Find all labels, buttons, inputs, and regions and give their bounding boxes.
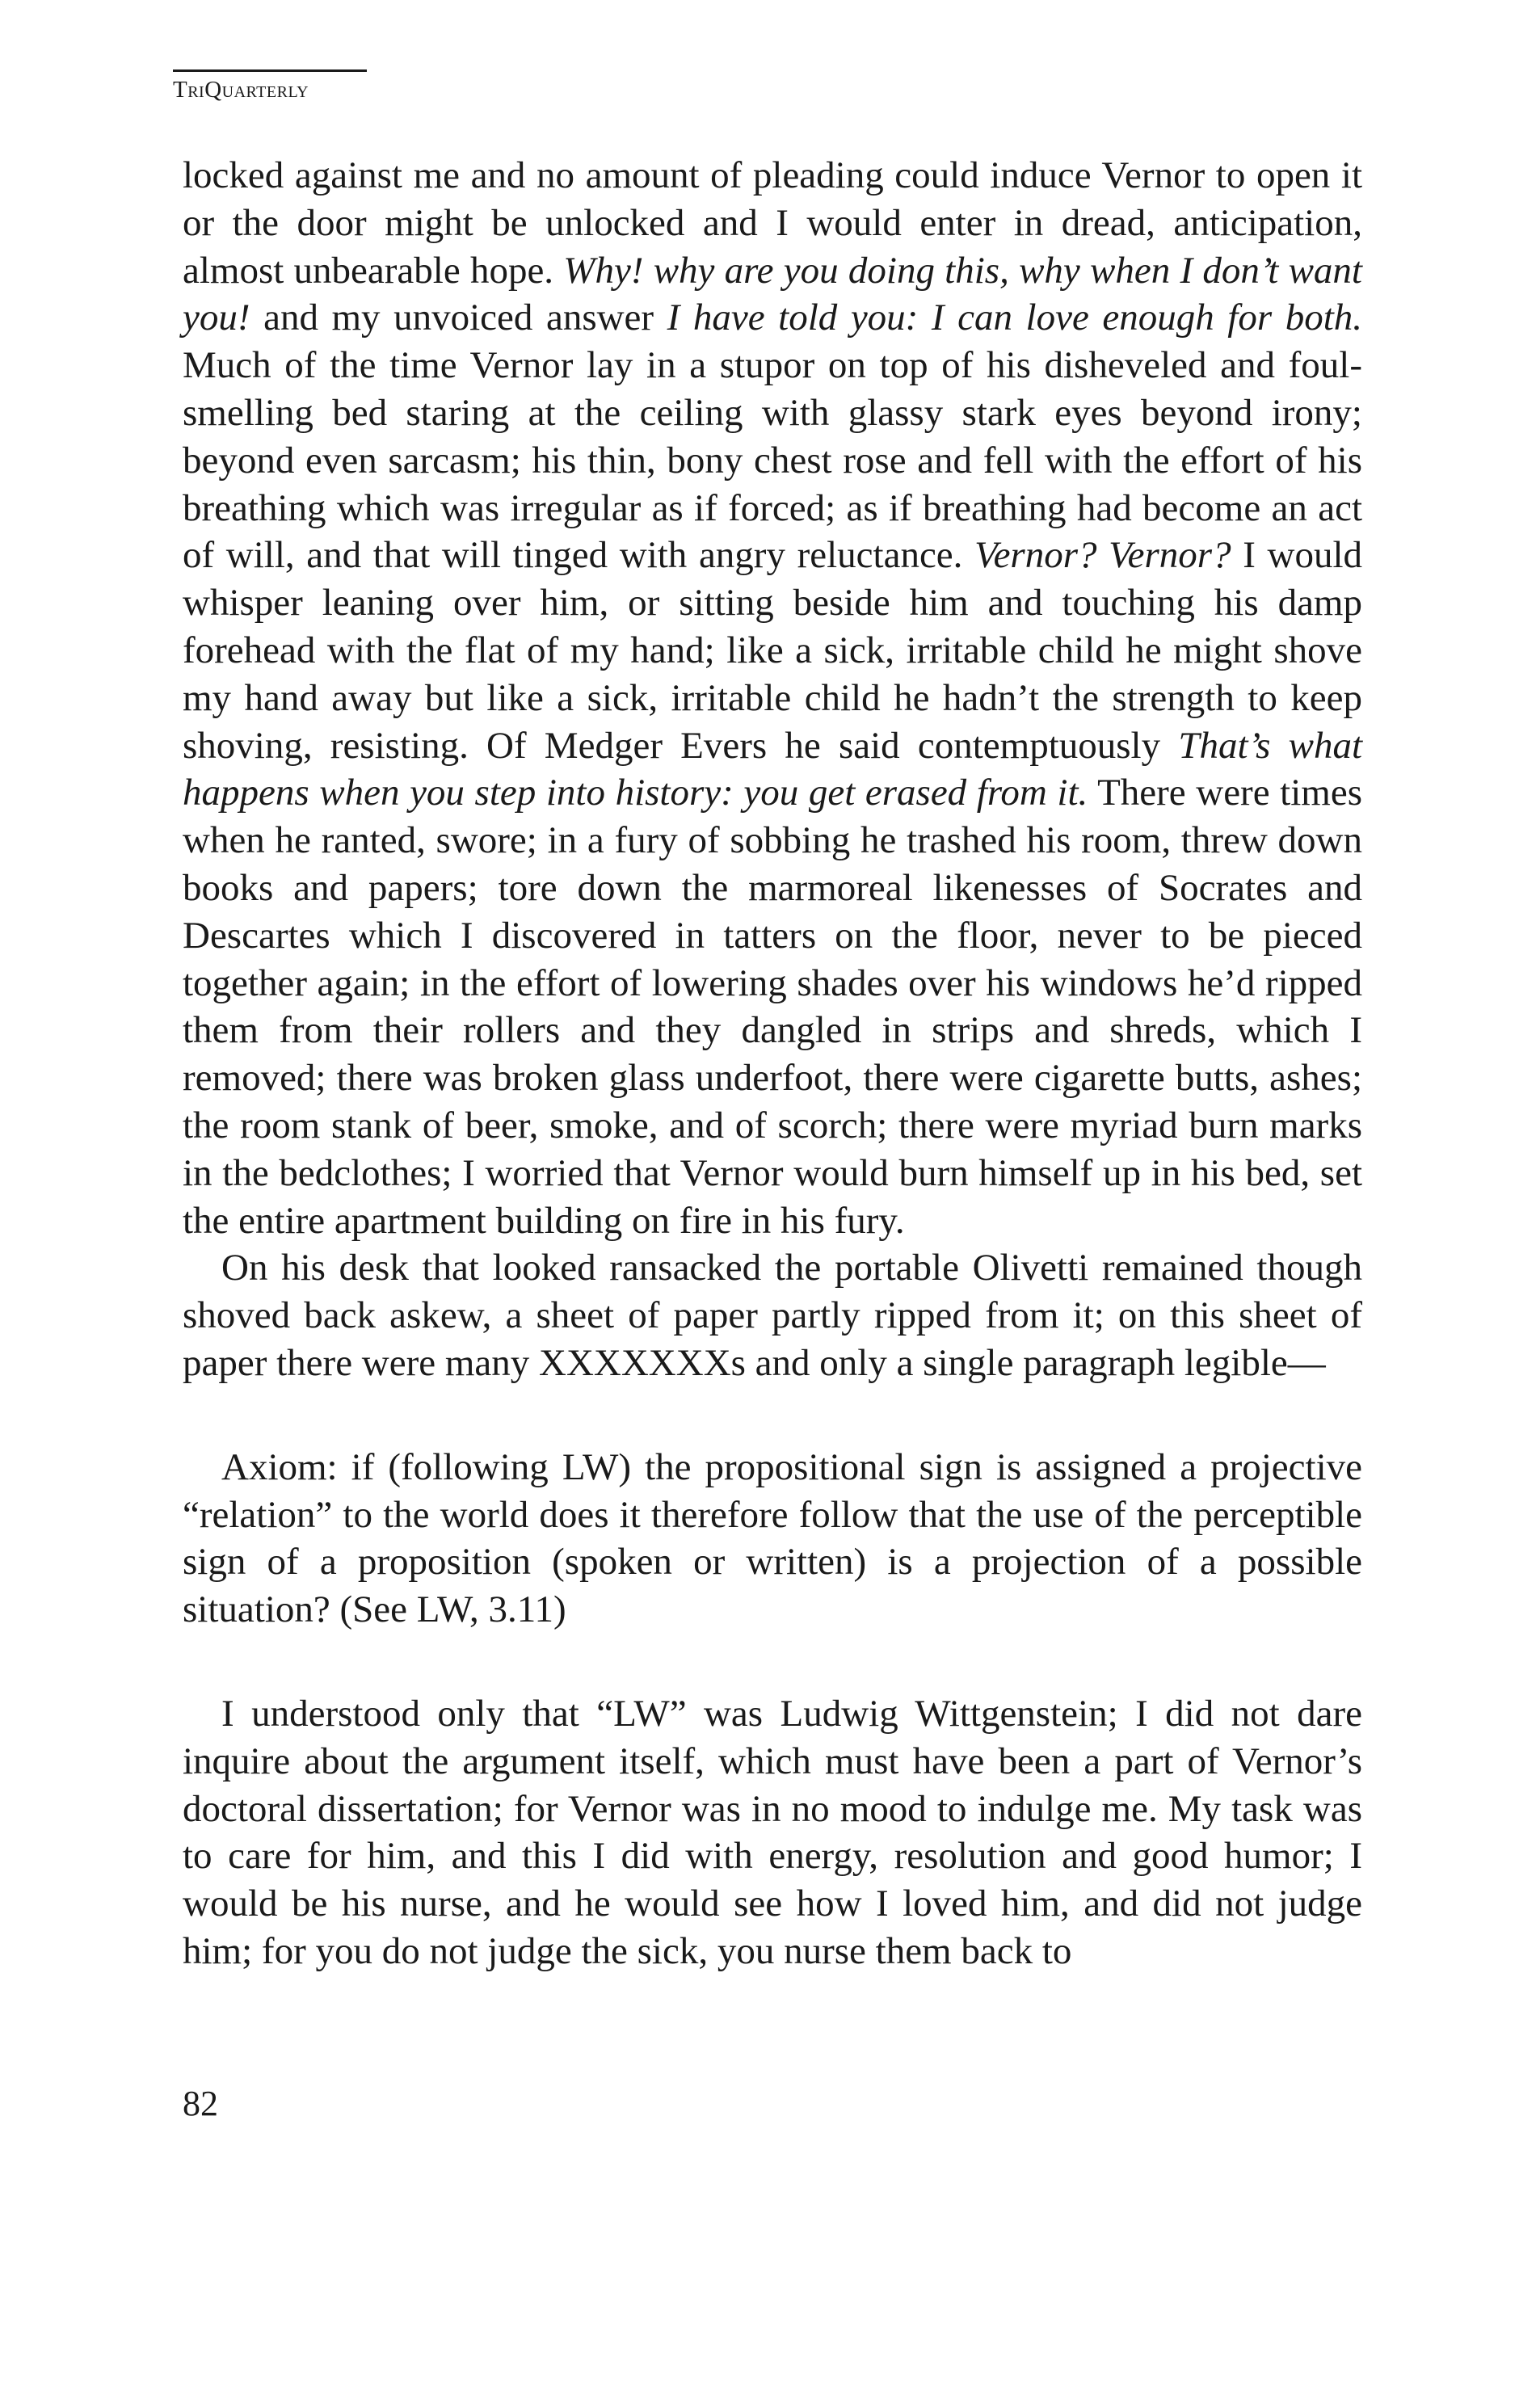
p1-italic-1: Why! why are you doing this, why when I don’t want you!	[183, 249, 1362, 339]
p1-italic-4: That’s what happens when you step into history: you get erased from it.	[183, 724, 1362, 814]
axiom-paragraph: Axiom: if (following LW) the propositional sign is assigned a projective “relation” to the world does it therefore follow that the use of the perceptible sign of a proposition (spoken or written) is a projection of a possible situation? (See LW, 3.11)	[183, 1445, 1362, 1631]
running-header	[173, 69, 367, 102]
page-number: 82	[183, 2084, 218, 2123]
p1-segment-4: I would whisper leaning over him, or sitting beside him and touching his damp forehead with the flat of my hand; like a sick, irritable child he might shove my hand away but like a sick, irritable child he hadn’t the strength to keep shoving, resisting. Of Medger Evers he said contemptuously	[183, 534, 1363, 767]
body-text	[183, 152, 1362, 1975]
p1-segment-2: and my unvoiced answer	[250, 297, 667, 339]
p1-segment-1: locked against me and no amount of pleading could induce Vernor to open it or the door might be unlocked and I would enter in dread, anticipation, almost unbearable hope.	[183, 154, 1362, 292]
spacer	[183, 1634, 1362, 1690]
p1-italic-3: Vernor? Vernor?	[974, 534, 1231, 577]
p1-segment-3: Much of the time Vernor lay in a stupor on top of his disheveled and foul-smelling bed staring at the ceiling with glassy stark eyes beyond irony; beyond even sarcasm; his thin, bony chest rose and fell with the effort of his breathing which was irregular as if forced; as if breathing had become an act of will, and that will tinged with angry reluctance.	[183, 344, 1362, 577]
paragraph-2: On his desk that looked ransacked the portable Olivetti remained though shoved back askew, a sheet of paper partly ripped from it; on this sheet of paper there were many XXXXXXXs and only a single paragraph legible—	[183, 1247, 1362, 1384]
running-title: TriQuarterly	[173, 77, 309, 103]
spacer	[183, 1387, 1362, 1444]
p1-italic-2: I have told you: I can love enough for both.	[667, 297, 1363, 339]
p1-segment-5: There were times when he ranted, swore; in a fury of sobbing he trashed his room, threw down books and papers; tore down the marmoreal likenesses of Socrates and Descartes which I discovered in tatters on the floor, never to be pieced together again; in the effort of lowering shades over his windows he’d ripped them from their rollers and they dangled in strips and shreds, which I removed; there was broken glass underfoot, there were cigarette butts, ashes; the room stank of beer, smoke, and of scorch; there were myriad burn marks in the bedclothes; I worried that Vernor would burn himself up in his bed, set the entire apartment building on fire in his fury.	[183, 772, 1363, 1242]
paragraph-4: I understood only that “LW” was Ludwig Wittgenstein; I did not dare inquire about the argument itself, which must have been a part of Vernor’s doctoral dissertation; for Vernor was in no mood to indulge me. My task was to care for him, and this I did with energy, resolution and good humor; I would be his nurse, and he would see how I loved him, and did not judge him; for you do not judge the sick, you nurse them back to	[183, 1692, 1362, 1972]
paragraph-1	[183, 152, 1362, 1244]
